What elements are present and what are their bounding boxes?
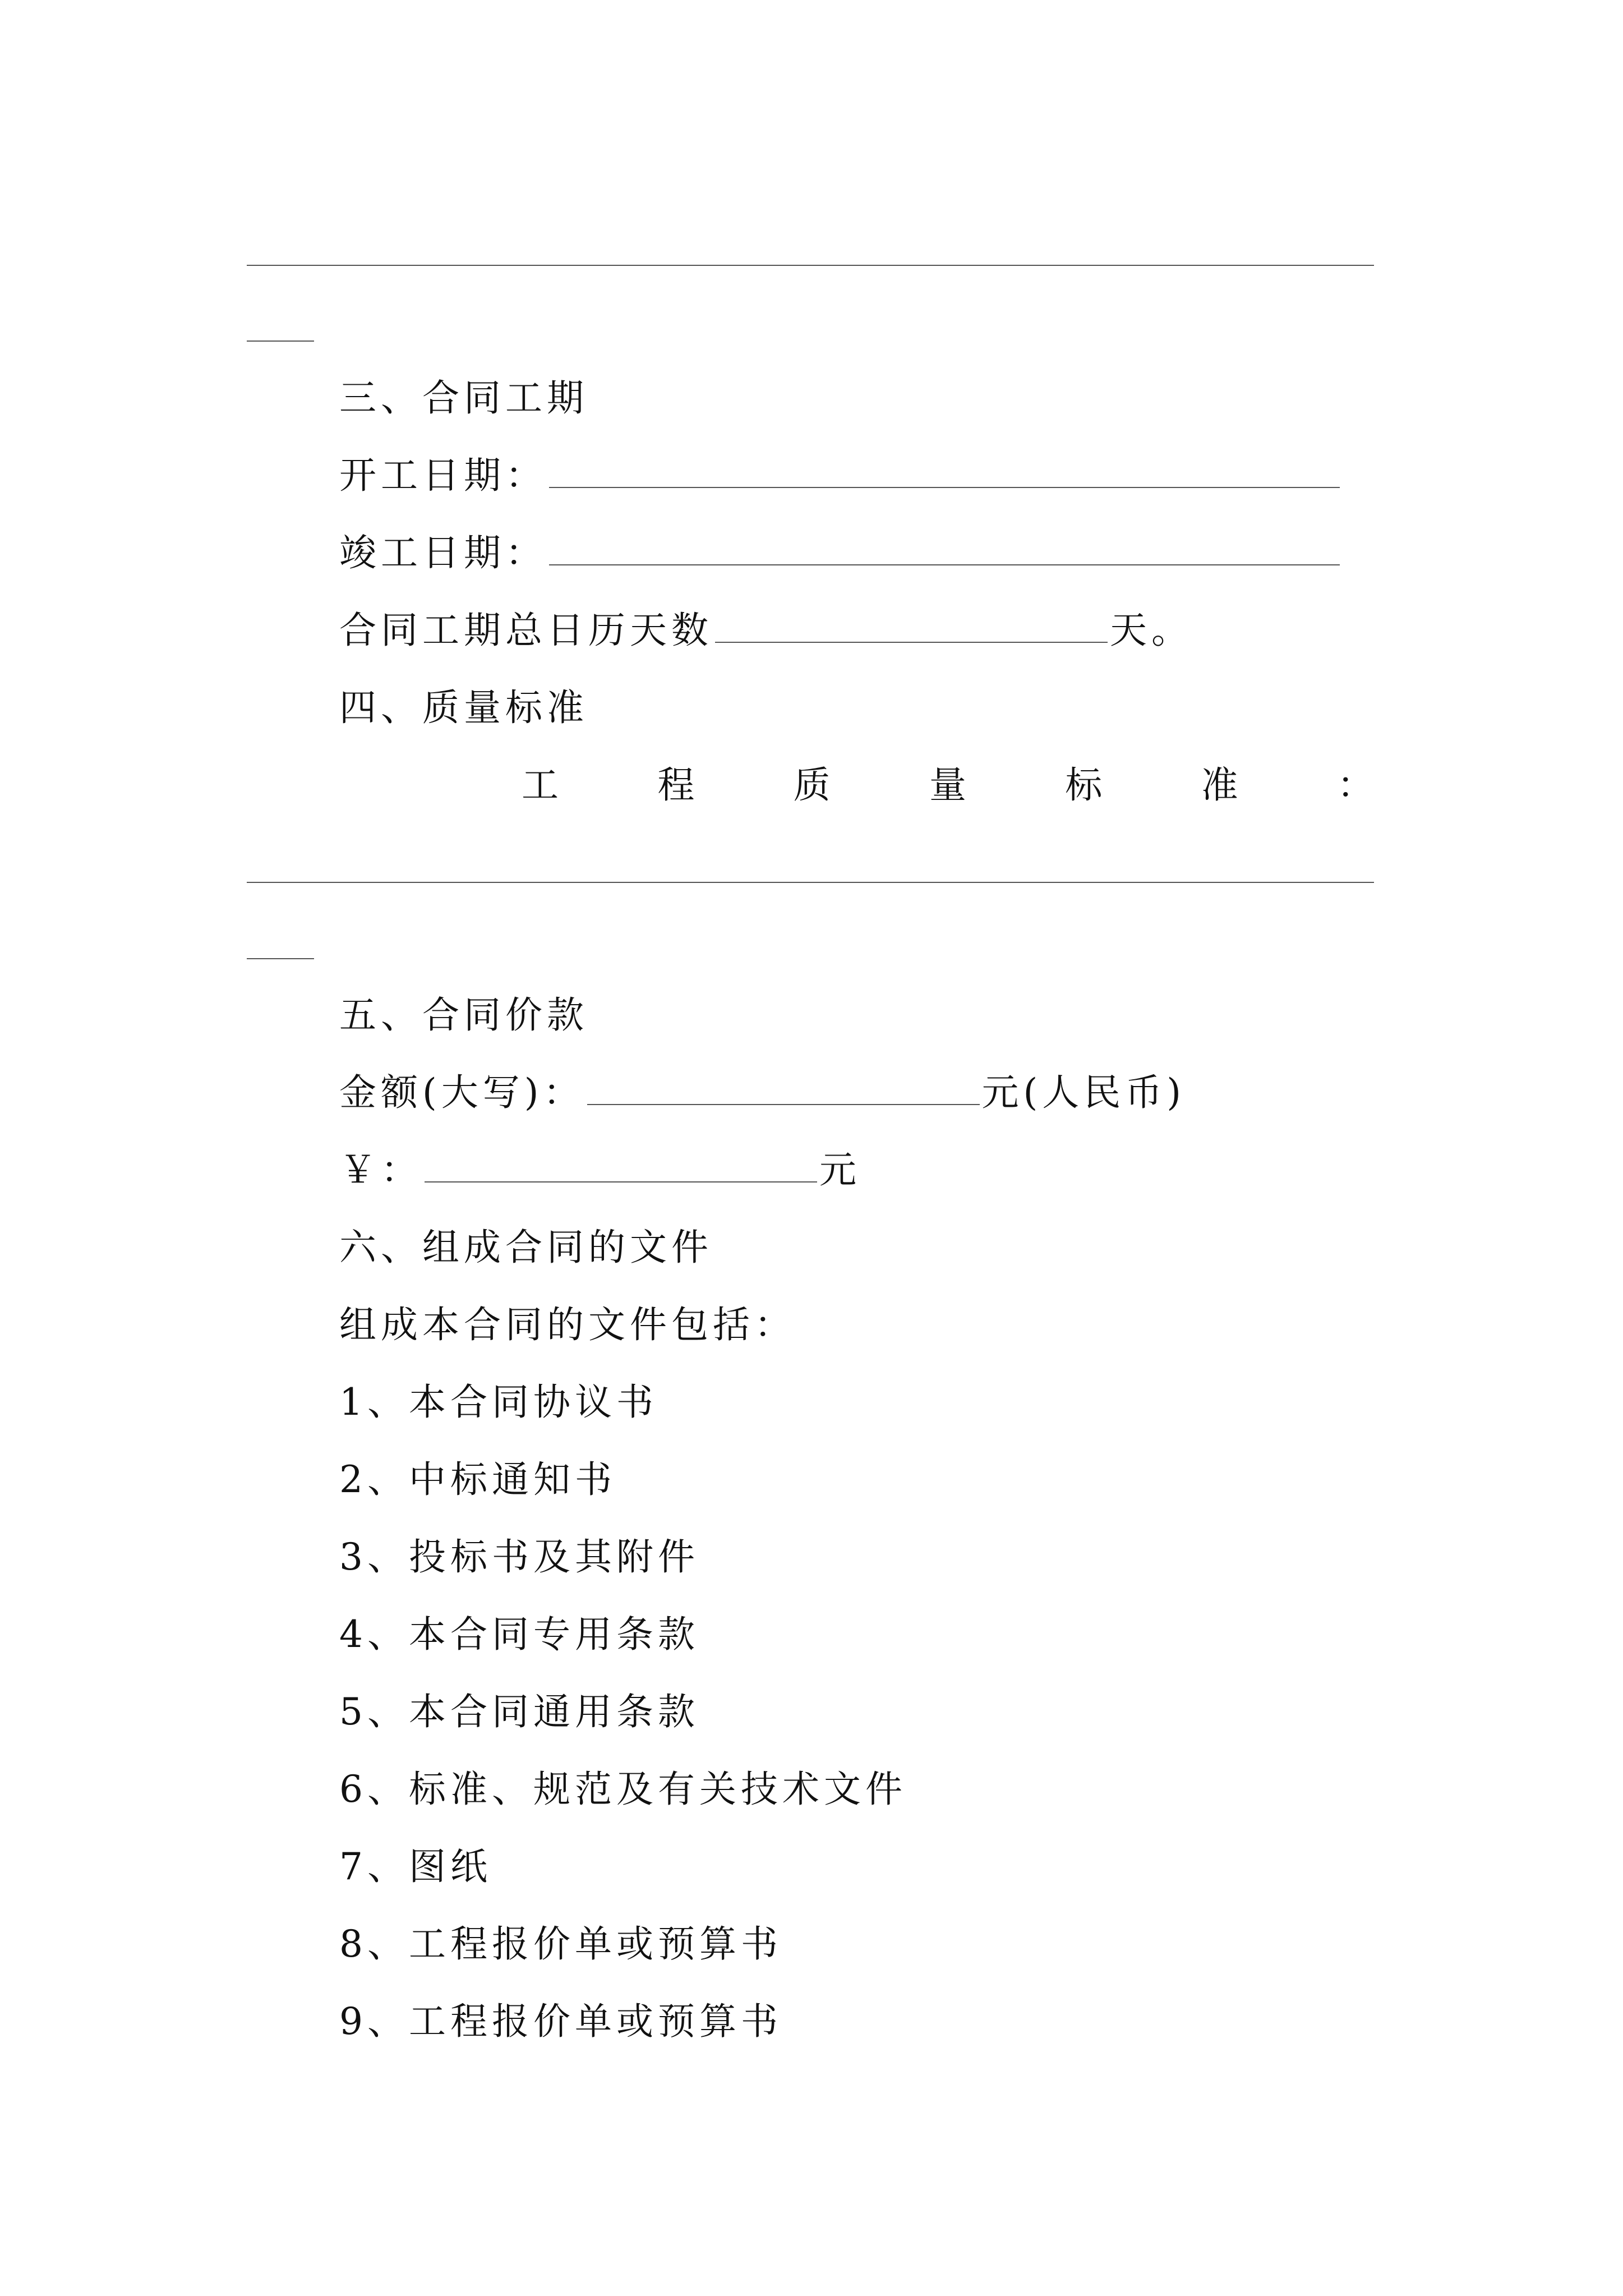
total-days-line: [339, 608, 1193, 653]
amount-words-field[interactable]: [587, 1070, 980, 1105]
quality-char: 标: [1065, 763, 1103, 807]
amount-yen-field[interactable]: [425, 1148, 817, 1182]
section-5-title: 五、合同价款: [339, 993, 588, 1037]
total-days-field[interactable]: [715, 608, 1108, 643]
amount-words-label: 金额(大写)：: [339, 1071, 585, 1114]
amount-yen-suffix: 元: [819, 1148, 861, 1191]
document-item: 8、工程报价单或预算书: [339, 1922, 782, 1966]
start-date-field[interactable]: [549, 453, 1340, 488]
document-item: 4、本合同专用条款: [339, 1613, 699, 1656]
quality-char: ：: [1336, 763, 1374, 807]
quality-char: 工: [522, 763, 559, 807]
section-3-title: 三、合同工期: [339, 376, 588, 420]
end-date-field[interactable]: [549, 531, 1340, 565]
section-4-title: 四、质量标准: [339, 686, 588, 729]
quality-char: 准: [1201, 763, 1238, 807]
start-date-line: [339, 453, 1342, 498]
document-item: 9、工程报价单或预算书: [339, 2000, 782, 2043]
start-date-label: 开工日期：: [339, 454, 547, 497]
end-date-label: 竣工日期：: [339, 531, 547, 574]
amount-words-line: [339, 1070, 1186, 1115]
amount-words-suffix: 元(人民币): [981, 1071, 1186, 1114]
fill-line-quality: [247, 882, 1374, 883]
document-item: 1、本合同协议书: [339, 1381, 658, 1424]
fill-line-quality-tail: [247, 958, 314, 959]
documents-intro: 组成本合同的文件包括：: [339, 1303, 796, 1346]
fill-line-top: [247, 265, 1374, 266]
document-item: 6、标准、规范及有关技术文件: [339, 1768, 907, 1811]
quality-standard-label: [522, 763, 1374, 808]
document-item: 3、投标书及其附件: [339, 1535, 699, 1579]
document-item: 2、中标通知书: [339, 1458, 616, 1501]
document-item: 7、图纸: [339, 1845, 492, 1888]
quality-char: 程: [657, 763, 695, 807]
amount-yen-line: [339, 1148, 861, 1193]
section-6-title: 六、组成合同的文件: [339, 1226, 713, 1269]
quality-char: 量: [929, 763, 966, 807]
fill-line-top-tail: [247, 341, 314, 342]
total-days-suffix: 天。: [1110, 609, 1193, 652]
quality-char: 质: [793, 763, 831, 807]
end-date-line: [339, 531, 1342, 576]
amount-yen-label: ￥：: [339, 1148, 422, 1191]
total-days-label: 合同工期总日历天数: [339, 609, 713, 652]
document-item: 5、本合同通用条款: [339, 1690, 699, 1733]
